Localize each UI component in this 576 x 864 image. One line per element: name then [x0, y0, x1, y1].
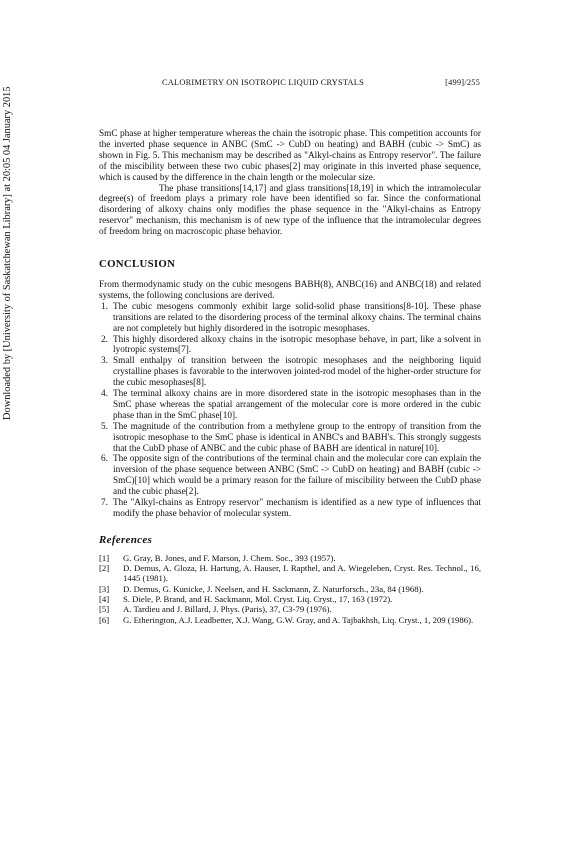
conclusion-item-number: 1. [101, 301, 108, 312]
conclusion-item [99, 335, 481, 357]
conclusion-item-text: The "Alkyl-chains as Entropy reservor" mechanism is identified as a new type of influences that modify the phase behavior of molecular system. [113, 498, 481, 519]
reference-item [99, 553, 481, 563]
running-title: CALORIMETRY ON ISOTROPIC LIQUID CRYSTALS [162, 78, 364, 87]
conclusion-item-number: 2. [101, 334, 108, 345]
conclusion-item-text: The cubic mesogens commonly exhibit large solid-solid phase transitions[8-10]. These phase transitions are related to the disordering process of the terminal alkoxy chains. The terminal chains are not completely but highly disordered in the isotropic mesophases. [113, 301, 481, 334]
references-heading: References [99, 533, 153, 546]
conclusion-item-text: This highly disordered alkoxy chains in the isotropic mesophase behave, in part, like a solvent in lyotropic systems[7]. [113, 334, 481, 356]
conclusion-item-text: The magnitude of the contribution from a methylene group to the entropy of transition from the isotropic mesophase to the SmC phase is identical in ANBC's and BABH's. This strongly suggests that the CubD phase of ANBC and the cubic phase of BABH are identical in nature[10]. [113, 421, 481, 454]
conclusion-item-text: The terminal alkoxy chains are in more disordered state in the isotropic mesophases than in the SmC phase whereas the spatial arrangement of the molecular core is more ordered in the cubic phase than in the SmC phase[10]. [113, 389, 481, 421]
conclusion-item [99, 356, 481, 389]
reference-item [99, 604, 481, 614]
conclusion-item-text: The opposite sign of the contributions of the terminal chain and the molecular core can explain the inversion of the phase sequence between ANBC (SmC -> CubD on heating) and BABH (cubic -> SmC)[10] which would be a primary reason for the failure of miscibility between the CubD phase and the cubic phase[2]. [113, 454, 481, 498]
page-folio: [499]/255 [445, 78, 480, 87]
reference-text: D. Demus, A. Gloza, H. Hartung, A. Hauser, I. Rapthel, and A. Wiegeleben, Cryst. Res. Technol., 16, 1445 (1981). [123, 563, 481, 584]
reference-item [99, 594, 481, 604]
conclusion-item-text: Small enthalpy of transition between the isotropic mesophases and the neighboring liquid crystalline phases is favorable to the interwoven jointed-rod model of the higher-order structure for the cubic mesophases[8]. [113, 356, 481, 389]
conclusion-item [99, 498, 481, 520]
conclusion-item-number: 6. [101, 454, 108, 465]
conclusion-list [99, 302, 481, 520]
reference-number: [6] [99, 614, 110, 625]
conclusion-item [99, 302, 481, 335]
reference-item [99, 584, 481, 594]
conclusion-item-number: 5. [101, 421, 108, 432]
download-watermark: Downloaded by [University of Saskatchewan Library] at 20:05 04 January 2015 [2, 86, 13, 420]
body-paragraph-1: SmC phase at higher temperature whereas the chain the isotropic phase. This competition accounts for the inverted phase sequence in ANBC (SmC -> CubD on heating) and BABH (cubic -> SmC) as shown in Fig. 5. This mechanism may be described as "Alkyl-chains as Entropy reservor". The failure of the miscibility between these two cubic phases[2] may originate in this inverted phase sequence, which is caused by the difference in the chain length or the molecular size. [99, 129, 481, 183]
reference-number: [4] [99, 594, 110, 604]
conclusion-item-number: 3. [101, 356, 108, 367]
reference-number: [3] [99, 583, 110, 594]
body-paragraph-2: The phase transitions[14,17] and glass transitions[18,19] in which the intramolecular degree(s) of freedom plays a primary role have been identified so far. Since the conformational disordering of alkoxy chains only modifies the phase sequence in the "Alkyl-chains as Entropy reservor" mechanism, this mechanism is of new type of the influence that the intramolecular degrees of freedom bring on macroscopic phase behavior. [99, 183, 481, 238]
reference-text: A. Tardieu and J. Billard, J. Phys. (Paris), 37, C3-79 (1976). [123, 604, 332, 615]
reference-number: [1] [99, 552, 110, 563]
reference-item [99, 563, 481, 584]
conclusion-item-number: 4. [101, 389, 108, 400]
article-body [99, 129, 481, 625]
references-list [99, 553, 481, 625]
reference-item [99, 615, 481, 625]
conclusion-item [99, 454, 481, 498]
conclusion-item-number: 7. [101, 498, 108, 509]
reference-number: [2] [99, 563, 110, 574]
reference-text: G. Etherington, A.J. Leadbetter, X.J. Wang, G.W. Gray, and A. Tajbakhsh, Liq. Cryst., 1, 209 (1986). [123, 614, 474, 625]
reference-text: D. Demus, G. Kunicke, J. Neelsen, and H. Sackmann, Z. Naturforsch., 23a, 84 (1968). [123, 583, 424, 594]
conclusion-item [99, 422, 481, 455]
conclusion-heading: CONCLUSION [99, 258, 176, 271]
reference-text: S. Diele, P. Brand, and H. Sackmann, Mol. Cryst. Liq. Cryst., 17, 163 (1972). [123, 594, 393, 604]
reference-number: [5] [99, 604, 110, 615]
conclusion-item [99, 389, 481, 422]
conclusion-intro: From thermodynamic study on the cubic mesogens BABH(8), ANBC(16) and ANBC(18) and related systems, the following conclusions are derived. [99, 279, 481, 301]
reference-text: G. Gray, B. Jones, and F. Marson, J. Chem. Soc., 393 (1957). [123, 552, 336, 563]
